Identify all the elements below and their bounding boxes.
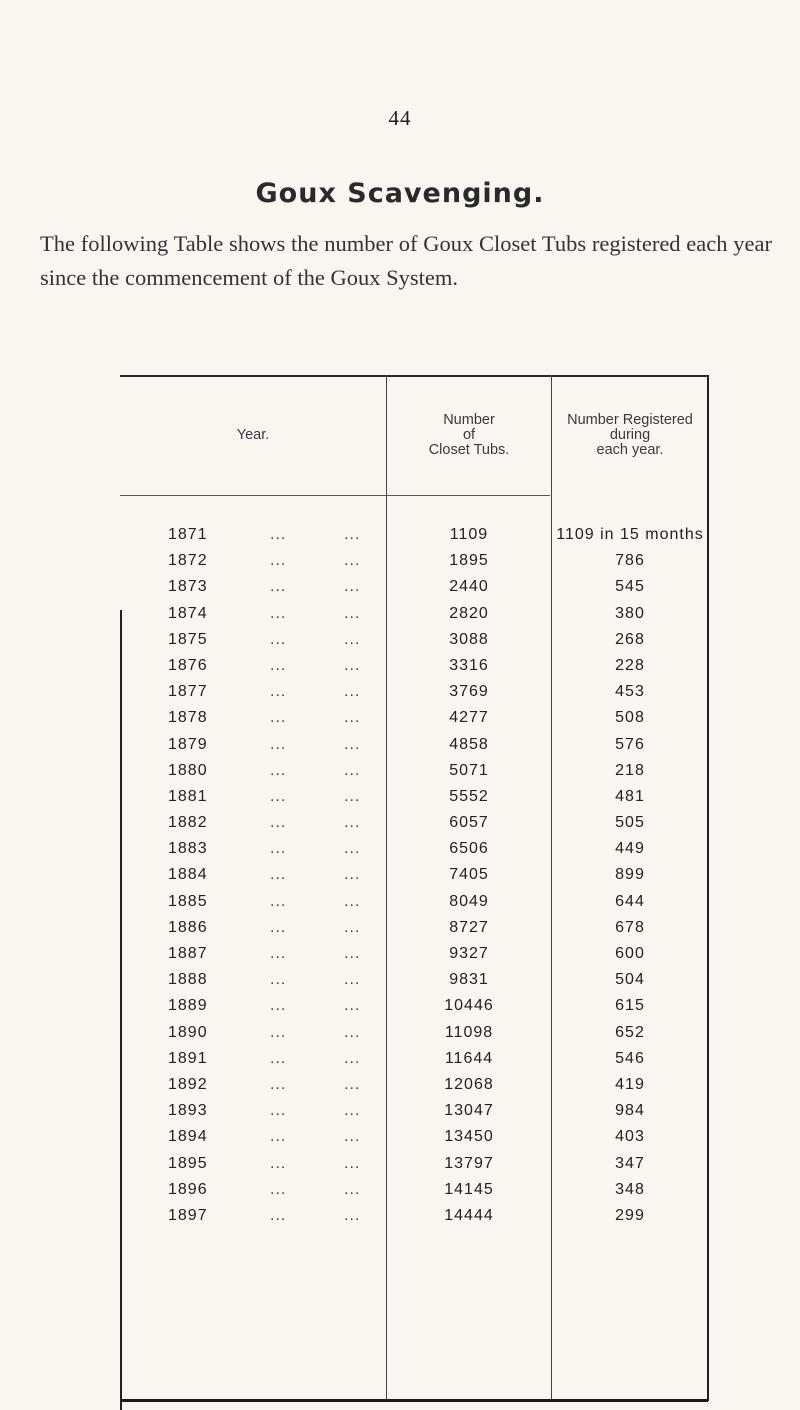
table-row [120, 915, 708, 941]
cell-tubs: 9831 [449, 971, 489, 989]
leader-dots: ... [344, 1102, 361, 1120]
table-row [120, 522, 708, 548]
table-row [120, 862, 708, 888]
header-year [120, 375, 386, 495]
table-row [120, 1151, 708, 1177]
cell-tubs: 12068 [444, 1075, 494, 1093]
leader-dots: ... [344, 735, 361, 753]
leader-dots: ... [270, 761, 287, 779]
cell-registered: 453 [615, 683, 645, 701]
cell-tubs: 13047 [444, 1102, 494, 1120]
table-row [120, 810, 708, 836]
leader-dots: ... [270, 918, 287, 936]
cell-registered: 268 [615, 630, 645, 648]
cell-year: 1881 [168, 787, 208, 805]
leader-dots: ... [270, 656, 287, 674]
leader-dots: ... [270, 1023, 287, 1041]
cell-tubs: 3316 [449, 656, 489, 674]
header-tubs-line: Number [443, 411, 495, 428]
leader-dots: ... [270, 1180, 287, 1198]
cell-tubs: 13450 [444, 1128, 494, 1146]
cell-tubs: 9327 [449, 945, 489, 962]
cell-year: 1886 [168, 918, 208, 936]
cell-tubs: 11644 [444, 1049, 494, 1067]
leader-dots: ... [270, 892, 287, 910]
leader-dots: ... [344, 1075, 361, 1093]
cell-registered: 678 [615, 918, 645, 936]
table-row [120, 836, 708, 862]
leader-dots: ... [270, 1049, 287, 1067]
leader-dots: ... [344, 578, 361, 596]
cell-year: 1890 [168, 1023, 208, 1041]
table-row [120, 967, 708, 993]
page-title: Goux Scavenging. [255, 178, 545, 209]
table-row [120, 601, 708, 627]
leader-dots: ... [270, 945, 287, 962]
leader-dots: ... [270, 1206, 287, 1224]
leader-dots: ... [344, 761, 361, 779]
leader-dots: ... [270, 866, 287, 884]
cell-registered: 504 [615, 971, 645, 989]
cell-year: 1893 [168, 1102, 208, 1120]
header-year-label: Year. [236, 426, 270, 443]
cell-tubs: 2820 [449, 604, 489, 622]
leader-dots: ... [270, 604, 287, 622]
leader-dots: ... [270, 578, 287, 596]
leader-dots: ... [270, 630, 287, 648]
cell-registered: 228 [615, 656, 645, 674]
leader-dots: ... [344, 787, 361, 805]
cell-tubs: 8727 [449, 918, 489, 936]
leader-dots: ... [344, 1154, 361, 1172]
cell-year: 1873 [168, 578, 208, 596]
leader-dots: ... [270, 526, 287, 543]
cell-registered: 899 [615, 866, 645, 884]
closet-tubs-table [120, 375, 708, 1405]
leader-dots: ... [270, 1075, 287, 1093]
leader-dots: ... [270, 735, 287, 753]
cell-tubs: 4277 [449, 709, 489, 727]
table-row [120, 679, 708, 705]
cell-year: 1872 [168, 552, 208, 570]
table-row [120, 705, 708, 731]
leader-dots: ... [270, 787, 287, 805]
cell-registered: 546 [615, 1049, 645, 1067]
leader-dots: ... [270, 997, 287, 1015]
cell-tubs: 6506 [449, 840, 489, 858]
cell-registered: 218 [615, 761, 645, 779]
cell-registered: 786 [615, 552, 645, 570]
cell-tubs: 1109 [449, 526, 489, 543]
header-registered [552, 375, 708, 495]
table-row [120, 1177, 708, 1203]
cell-tubs: 6057 [449, 814, 489, 832]
leader-dots: ... [344, 709, 361, 727]
cell-tubs: 5552 [449, 787, 489, 805]
leader-dots: ... [344, 1049, 361, 1067]
leader-dots: ... [270, 1128, 287, 1146]
table-bottom-rule [120, 1399, 708, 1402]
cell-registered: 299 [615, 1206, 645, 1224]
cell-registered: 449 [615, 840, 645, 858]
leader-dots: ... [270, 971, 287, 989]
table-row [120, 1124, 708, 1150]
header-registered-line: Number Registered [567, 411, 693, 428]
leader-dots: ... [270, 840, 287, 858]
leader-dots: ... [270, 1102, 287, 1120]
cell-year: 1888 [168, 971, 208, 989]
leader-dots: ... [344, 1128, 361, 1146]
cell-tubs: 14145 [444, 1180, 494, 1198]
header-tubs-line: Closet Tubs. [428, 441, 510, 458]
cell-year: 1871 [168, 526, 208, 543]
cell-tubs: 1895 [449, 552, 489, 570]
table-row [120, 1203, 708, 1229]
cell-year: 1897 [168, 1206, 208, 1224]
cell-tubs: 13797 [444, 1154, 494, 1172]
cell-year: 1874 [168, 604, 208, 622]
cell-year: 1878 [168, 709, 208, 727]
cell-year: 1885 [168, 892, 208, 910]
leader-dots: ... [344, 918, 361, 936]
header-tubs [387, 375, 551, 495]
cell-year: 1892 [168, 1075, 208, 1093]
leader-dots: ... [344, 630, 361, 648]
cell-registered: 644 [615, 892, 645, 910]
table-body [120, 522, 708, 1229]
cell-registered: 615 [615, 997, 645, 1015]
leader-dots: ... [344, 552, 361, 570]
table-row [120, 941, 708, 967]
cell-registered: 576 [615, 735, 645, 753]
cell-year: 1896 [168, 1180, 208, 1198]
leader-dots: ... [344, 814, 361, 832]
cell-tubs: 3769 [449, 683, 489, 701]
cell-tubs: 5071 [449, 761, 489, 779]
cell-year: 1883 [168, 840, 208, 858]
cell-tubs: 2440 [449, 578, 489, 596]
cell-tubs: 7405 [449, 866, 489, 884]
table-row [120, 758, 708, 784]
leader-dots: ... [344, 683, 361, 701]
cell-registered: 481 [615, 787, 645, 805]
header-registered-line: during [609, 426, 651, 443]
leader-dots: ... [270, 709, 287, 727]
table-row [120, 1098, 708, 1124]
table-row [120, 627, 708, 653]
header-tubs-line: of [462, 426, 476, 443]
cell-year: 1891 [168, 1049, 208, 1067]
table-row [120, 732, 708, 758]
table-row [120, 574, 708, 600]
cell-year: 1894 [168, 1128, 208, 1146]
table-row [120, 653, 708, 679]
leader-dots: ... [344, 1180, 361, 1198]
cell-registered: 1109 in 15 months [556, 526, 704, 543]
page-number: 44 [388, 106, 412, 130]
cell-year: 1884 [168, 866, 208, 884]
table-row [120, 889, 708, 915]
cell-year: 1877 [168, 683, 208, 701]
cell-registered: 508 [615, 709, 645, 727]
leader-dots: ... [344, 945, 361, 962]
leader-dots: ... [344, 866, 361, 884]
cell-tubs: 4858 [449, 735, 489, 753]
leader-dots: ... [344, 892, 361, 910]
cell-tubs: 8049 [449, 892, 489, 910]
cell-registered: 380 [615, 604, 645, 622]
cell-tubs: 14444 [444, 1206, 494, 1224]
leader-dots: ... [270, 1154, 287, 1172]
cell-year: 1882 [168, 814, 208, 832]
table-row [120, 1020, 708, 1046]
cell-registered: 419 [615, 1075, 645, 1093]
cell-tubs: 3088 [449, 630, 489, 648]
table-row [120, 1072, 708, 1098]
cell-registered: 652 [615, 1023, 645, 1041]
cell-tubs: 10446 [444, 997, 494, 1015]
leader-dots: ... [344, 604, 361, 622]
intro-paragraph: The following Table shows the number of Goux Closet Tubs registered each year since the commencement of the Goux System. [40, 231, 772, 290]
cell-registered: 347 [615, 1154, 645, 1172]
table-row [120, 784, 708, 810]
header-rule [120, 495, 550, 496]
cell-registered: 348 [615, 1180, 645, 1198]
cell-registered: 545 [615, 578, 645, 596]
table-row [120, 993, 708, 1019]
cell-year: 1880 [168, 761, 208, 779]
cell-year: 1895 [168, 1154, 208, 1172]
cell-registered: 505 [615, 814, 645, 832]
cell-year: 1876 [168, 656, 208, 674]
leader-dots: ... [344, 1023, 361, 1041]
leader-dots: ... [344, 526, 361, 543]
cell-year: 1875 [168, 630, 208, 648]
leader-dots: ... [344, 997, 361, 1015]
leader-dots: ... [344, 656, 361, 674]
cell-year: 1887 [168, 945, 208, 962]
leader-dots: ... [344, 840, 361, 858]
table-row [120, 548, 708, 574]
table-row [120, 1046, 708, 1072]
leader-dots: ... [344, 971, 361, 989]
leader-dots: ... [344, 1206, 361, 1224]
cell-tubs: 11098 [444, 1023, 494, 1041]
leader-dots: ... [270, 814, 287, 832]
leader-dots: ... [270, 552, 287, 570]
leader-dots: ... [270, 683, 287, 701]
cell-registered: 403 [615, 1128, 645, 1146]
cell-registered: 600 [615, 945, 645, 962]
cell-year: 1889 [168, 997, 208, 1015]
header-registered-line: each year. [596, 441, 664, 458]
cell-year: 1879 [168, 735, 208, 753]
cell-registered: 984 [615, 1102, 645, 1120]
